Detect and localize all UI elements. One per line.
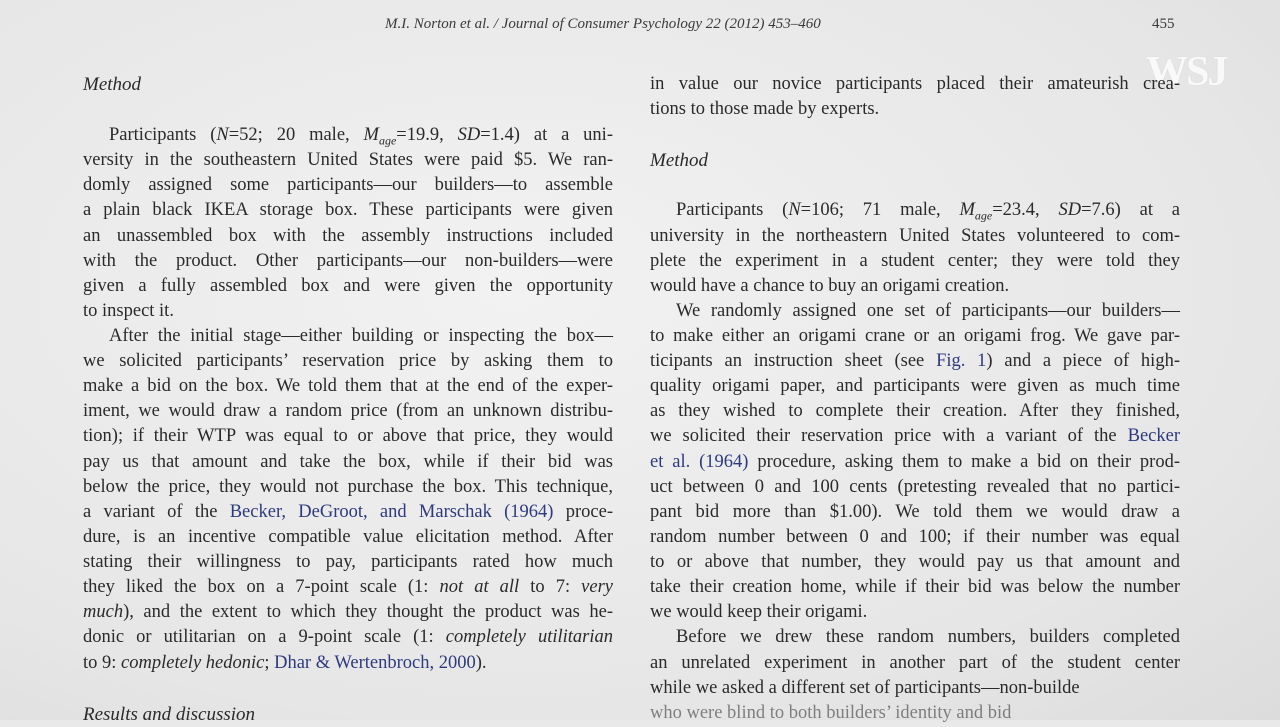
paragraph-line: Before we drew these random numbers, builders completed [676,627,1180,647]
results-heading: Results and discussion [83,704,256,725]
paragraph-line: dure, is an incentive compatible value elicitation method. After [83,527,613,547]
paragraph-line: a plain black IKEA storage box. These participants were given [83,200,613,220]
paragraph-line: domly assigned some participants—our builders—to assemble [83,175,613,195]
paragraph-line: iment, we would draw a random price (from an unknown distribu- [83,401,613,421]
page-number: 455 [1152,16,1175,32]
paragraph-line: university in the northeastern United States volunteered to com- [650,226,1180,246]
paragraph-line: would have a chance to buy an origami creation. [650,276,1010,296]
paragraph-line: an unrelated experiment in another part of the student center [650,653,1180,673]
paragraph-line: tions to those made by experts. [650,99,880,119]
paragraph-line: pant bid more than $1.00). We told them we would draw a [650,502,1180,522]
paragraph-line: After the initial stage—either building or inspecting the box— [109,326,613,346]
paragraph-line: quality origami paper, and participants were given as much time [650,376,1180,396]
paragraph-line: with the product. Other participants—our non-builders—were [83,251,613,271]
paragraph-line: to or above that number, they would pay us that amount and [650,552,1180,572]
citation-link[interactable]: Becker [1127,426,1180,446]
paragraph-line: tion); if their WTP was equal to or above that price, they would [83,426,613,446]
paragraph-line: to make either an origami crane or an origami frog. We gave par- [650,326,1180,346]
paragraph-line: to 9: completely hedonic; Dhar & Wertenbroch, 2000). [83,653,487,673]
citation-link[interactable]: Dhar & Wertenbroch, 2000 [274,653,476,673]
running-head: M.I. Norton et al. / Journal of Consumer Psychology 22 (2012) 453–460 [385,16,821,32]
wsj-watermark-logo: WSJ [1146,49,1227,95]
paragraph-line: while we asked a different set of participants—non-builde [650,678,1080,698]
paragraph-line: pay us that amount and take the box, while if their bid was [83,452,613,472]
paragraph-line: who were blind to both builders’ identity and bid [650,703,1012,723]
paragraph-line: make a bid on the box. We told them that at the end of the exper- [83,376,613,396]
paragraph-line: we would keep their origami. [650,602,868,622]
paragraph-line: an unassembled box with the assembly instructions included [83,226,613,246]
paragraph-line: Participants (N=52; 20 male, $M_{age}=19.9$, SD=1.4) at a uni- [109,125,613,148]
figure-link[interactable]: Fig. 1 [936,351,987,371]
paragraph-line: donic or utilitarian on a 9-point scale (1: completely utilitarian [83,627,613,647]
paragraph-line: take their creation home, while if their bid was below the number [650,577,1180,597]
paragraph-line: much), and the extent to which they thought the product was he- [83,602,613,622]
paragraph-line: they liked the box on a 7-point scale (1: not at all to 7: very [83,577,614,597]
paragraph-line: plete the experiment in a student center; they were told they [650,251,1180,271]
citation-link[interactable]: et al. (1964) [650,452,749,472]
paragraph-line: stating their willingness to pay, participants rated how much [83,552,613,572]
paragraph-line: et al. (1964) procedure, asking them to make a bid on their prod- [650,452,1180,472]
paragraph-line: ticipants an instruction sheet (see Fig. 1) and a piece of high- [650,351,1180,371]
method-heading: Method [83,74,142,95]
paragraph-line: we solicited participants’ reservation price by asking them to [83,351,613,371]
paragraph-line: below the price, they would not purchase the box. This technique, [83,477,613,497]
paragraph-line: we solicited their reservation price with a variant of the Becker [650,426,1180,446]
citation-link[interactable]: Becker, DeGroot, and Marschak (1964) [229,502,554,522]
paragraph-line: as they wished to complete their creation. After they finished, [650,401,1180,421]
paragraph-line: Participants (N=106; 71 male, $M_{age}=23.4$, SD=7.6) at a [676,200,1181,223]
paragraph-line: a variant of the Becker, DeGroot, and Marschak (1964) proce- [83,502,613,522]
paragraph-line: random number between 0 and 100; if their number was equal [650,527,1180,547]
paragraph-line: given a fully assembled box and were given the opportunity [83,276,613,296]
paragraph-line: to inspect it. [83,301,174,321]
paragraph-line: in value our novice participants placed their amateurish crea- [650,74,1180,94]
paragraph-line: versity in the southeastern United States were paid $5. We ran- [83,150,613,170]
paragraph-line: We randomly assigned one set of participants—our builders— [676,301,1180,321]
paragraph-line: uct between 0 and 100 cents (pretesting revealed that no partici- [650,477,1180,497]
method-heading: Method [650,150,709,171]
